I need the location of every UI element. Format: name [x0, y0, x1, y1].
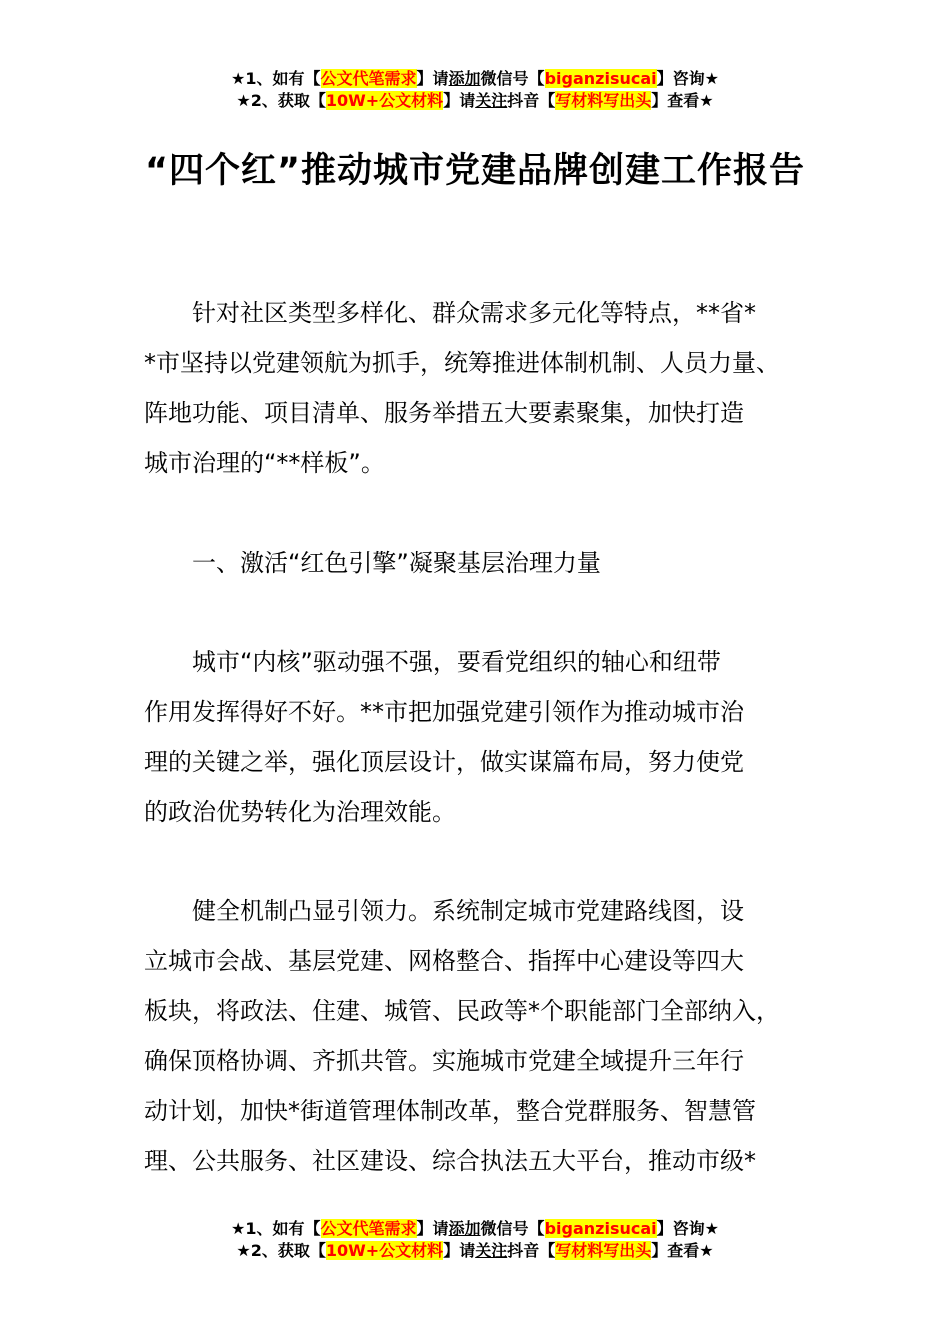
promo-text: 】咨询★: [656, 69, 719, 88]
promo-text: ★1、如有【: [231, 69, 321, 88]
text-line: 城市治理的“**样板”。: [144, 449, 385, 477]
promo-text: 】查看★: [651, 1241, 714, 1260]
promo-highlight: 写材料写出头: [555, 91, 652, 110]
promo-underlined: 关注: [475, 91, 508, 110]
promo-text: 】查看★: [651, 91, 714, 110]
heading-line: 一、激活“红色引擎”凝聚基层治理力量: [144, 549, 601, 577]
promo-text: 】请: [443, 1241, 476, 1260]
paragraph-core: [144, 637, 834, 837]
promo-banner-bottom: [0, 1218, 950, 1262]
promo-highlight: 10W+公文材料: [325, 91, 444, 110]
promo-underlined: 添加: [448, 69, 481, 88]
promo-line-1: [0, 1218, 950, 1240]
paragraph-mechanism: [144, 886, 834, 1186]
promo-highlight: 公文代笔需求: [320, 69, 417, 88]
promo-text: 微信号【: [480, 1219, 545, 1238]
promo-underlined: 关注: [475, 1241, 508, 1260]
promo-highlight: 写材料写出头: [555, 1241, 652, 1260]
text-line: 动计划，加快*街道管理体制改革，整合党群服务、智慧管: [144, 1097, 756, 1125]
document-title: “四个红”推动城市党建品牌创建工作报告: [144, 151, 805, 191]
promo-text: 微信号【: [480, 69, 545, 88]
promo-text: 】请: [443, 91, 476, 110]
promo-text: 抖音【: [507, 1241, 556, 1260]
promo-text: ★2、获取【: [236, 91, 326, 110]
text-line: 理、公共服务、社区建设、综合执法五大平台，推动市级*: [144, 1147, 756, 1175]
text-line: 立城市会战、基层党建、网格整合、指挥中心建设等四大: [144, 947, 744, 975]
text-line: 确保顶格协调、齐抓共管。实施城市党建全域提升三年行: [144, 1047, 744, 1075]
promo-text: ★2、获取【: [236, 1241, 326, 1260]
text-line: 板块，将政法、住建、城管、民政等*个职能部门全部纳入，: [144, 997, 780, 1025]
promo-line-2: [0, 1240, 950, 1262]
text-line: 作用发挥得好不好。**市把加强党建引领作为推动城市治: [144, 698, 744, 726]
promo-highlight: biganzisucai: [544, 1219, 657, 1238]
promo-highlight: 10W+公文材料: [325, 1241, 444, 1260]
text-line: *市坚持以党建领航为抓手，统筹推进体制机制、人员力量、: [144, 349, 780, 377]
text-line: 健全机制凸显引领力。系统制定城市党建路线图，设: [144, 897, 744, 925]
promo-text: 】咨询★: [656, 1219, 719, 1238]
text-line: 理的关键之举，强化顶层设计，做实谋篇布局，努力使党: [144, 748, 744, 776]
promo-text: 】请: [416, 1219, 449, 1238]
paragraph-intro: [144, 288, 834, 488]
promo-text: 】请: [416, 69, 449, 88]
promo-text: 抖音【: [507, 91, 556, 110]
promo-text: ★1、如有【: [231, 1219, 321, 1238]
promo-highlight: 公文代笔需求: [320, 1219, 417, 1238]
text-line: 阵地功能、项目清单、服务举措五大要素聚集，加快打造: [144, 399, 744, 427]
promo-line-2: [0, 90, 950, 112]
section-heading-1: [144, 538, 834, 588]
text-line: 城市“内核”驱动强不强，要看党组织的轴心和纽带: [144, 648, 721, 676]
promo-line-1: [0, 68, 950, 90]
promo-underlined: 添加: [448, 1219, 481, 1238]
promo-highlight: biganzisucai: [544, 69, 657, 88]
text-line: 的政治优势转化为治理效能。: [144, 798, 456, 826]
text-line: 针对社区类型多样化、群众需求多元化等特点，**省*: [144, 299, 756, 327]
promo-banner-top: [0, 68, 950, 112]
